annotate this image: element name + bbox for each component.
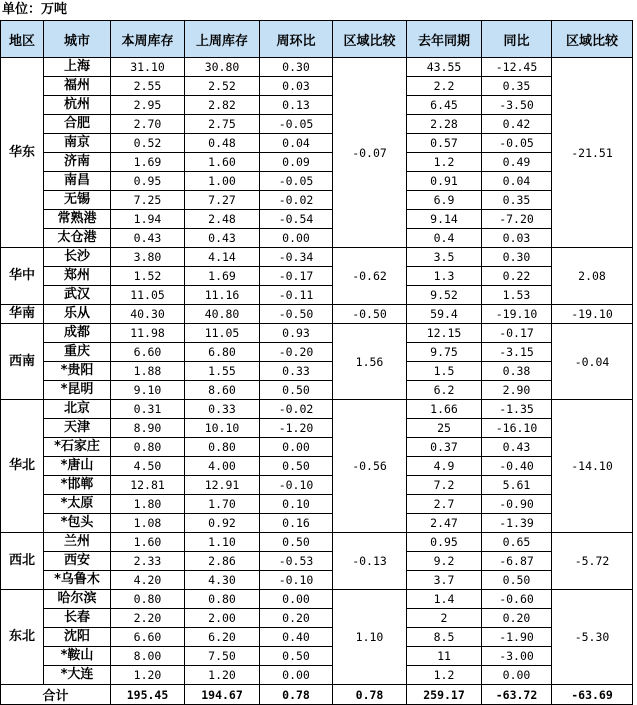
this-week-cell: 1.88 xyxy=(111,362,185,381)
yoy-cell: -0.60 xyxy=(482,590,552,609)
last-year-cell: 3.5 xyxy=(407,248,482,267)
last-week-cell: 1.70 xyxy=(185,495,260,514)
city-cell: 哈尔滨 xyxy=(44,590,111,609)
last-week-cell: 7.50 xyxy=(185,647,260,666)
this-week-cell: 1.69 xyxy=(111,153,185,172)
wow-cell: 0.50 xyxy=(260,647,333,666)
last-week-cell: 8.60 xyxy=(185,381,260,400)
wow-cell: 0.03 xyxy=(260,77,333,96)
table-row xyxy=(1,305,633,324)
this-week-cell: 11.05 xyxy=(111,286,185,305)
table-row xyxy=(1,267,633,286)
this-week-cell: 2.55 xyxy=(111,77,185,96)
table-row xyxy=(1,115,633,134)
last-week-cell: 12.91 xyxy=(185,476,260,495)
yoy-cell: -1.90 xyxy=(482,628,552,647)
yoy-cell: 0.42 xyxy=(482,115,552,134)
last-year-cell: 2 xyxy=(407,609,482,628)
yoy-cell: 1.53 xyxy=(482,286,552,305)
this-week-cell: 1.94 xyxy=(111,210,185,229)
this-week-cell: 6.60 xyxy=(111,628,185,647)
this-week-cell: 0.52 xyxy=(111,134,185,153)
total-region-wow: 0.78 xyxy=(333,685,407,705)
wow-cell: 0.30 xyxy=(260,58,333,77)
last-year-cell: 0.95 xyxy=(407,533,482,552)
wow-cell: 0.00 xyxy=(260,590,333,609)
city-cell: *石家庄 xyxy=(44,438,111,457)
region-cell: 华北 xyxy=(1,400,44,533)
wow-cell: 0.16 xyxy=(260,514,333,533)
last-week-cell: 7.27 xyxy=(185,191,260,210)
city-cell: *邯郸 xyxy=(44,476,111,495)
this-week-cell: 11.98 xyxy=(111,324,185,343)
table-row xyxy=(1,400,633,419)
table-row xyxy=(1,229,633,248)
wow-cell: -0.53 xyxy=(260,552,333,571)
table-row xyxy=(1,628,633,647)
city-cell: 南昌 xyxy=(44,172,111,191)
city-cell: *昆明 xyxy=(44,381,111,400)
city-cell: 郑州 xyxy=(44,267,111,286)
yoy-cell: 0.30 xyxy=(482,248,552,267)
region-wow-cell: -0.50 xyxy=(333,305,407,324)
region-yoy-cell: -19.10 xyxy=(552,305,633,324)
this-week-cell: 8.90 xyxy=(111,419,185,438)
last-year-cell: 43.55 xyxy=(407,58,482,77)
city-cell: 重庆 xyxy=(44,343,111,362)
city-cell: 太仓港 xyxy=(44,229,111,248)
table-row xyxy=(1,457,633,476)
city-cell: 沈阳 xyxy=(44,628,111,647)
last-week-cell: 1.69 xyxy=(185,267,260,286)
last-year-cell: 2.2 xyxy=(407,77,482,96)
yoy-cell: -7.20 xyxy=(482,210,552,229)
last-week-cell: 0.48 xyxy=(185,134,260,153)
wow-cell: 0.50 xyxy=(260,457,333,476)
this-week-cell: 0.43 xyxy=(111,229,185,248)
last-year-cell: 0.4 xyxy=(407,229,482,248)
city-cell: *太原 xyxy=(44,495,111,514)
last-week-cell: 40.80 xyxy=(185,305,260,324)
wow-cell: 0.93 xyxy=(260,324,333,343)
last-year-cell: 11 xyxy=(407,647,482,666)
last-year-cell: 6.9 xyxy=(407,191,482,210)
this-week-cell: 2.95 xyxy=(111,96,185,115)
table-row xyxy=(1,172,633,191)
table-row xyxy=(1,571,633,590)
city-cell: 南京 xyxy=(44,134,111,153)
yoy-cell: 0.49 xyxy=(482,153,552,172)
city-cell: *鞍山 xyxy=(44,647,111,666)
region-cell: 东北 xyxy=(1,590,44,685)
wow-cell: 0.50 xyxy=(260,533,333,552)
region-yoy-cell: 2.08 xyxy=(552,248,633,305)
yoy-cell: -19.10 xyxy=(482,305,552,324)
wow-cell: 0.10 xyxy=(260,495,333,514)
last-week-cell: 10.10 xyxy=(185,419,260,438)
table-row xyxy=(1,666,633,685)
yoy-cell: 2.90 xyxy=(482,381,552,400)
yoy-cell: 0.35 xyxy=(482,77,552,96)
this-week-cell: 9.10 xyxy=(111,381,185,400)
yoy-cell: -0.05 xyxy=(482,134,552,153)
wow-cell: 0.20 xyxy=(260,609,333,628)
city-cell: *唐山 xyxy=(44,457,111,476)
total-yoy: -63.72 xyxy=(482,685,552,705)
table-row xyxy=(1,191,633,210)
wow-cell: -0.05 xyxy=(260,172,333,191)
last-year-cell: 1.2 xyxy=(407,666,482,685)
region-wow-cell: -0.13 xyxy=(333,533,407,590)
header-row xyxy=(1,21,633,58)
last-year-cell: 0.91 xyxy=(407,172,482,191)
table-row xyxy=(1,609,633,628)
this-week-cell: 4.20 xyxy=(111,571,185,590)
table-row xyxy=(1,590,633,609)
wow-cell: -1.20 xyxy=(260,419,333,438)
wow-cell: -0.10 xyxy=(260,571,333,590)
last-week-cell: 11.05 xyxy=(185,324,260,343)
city-cell: *贵阳 xyxy=(44,362,111,381)
last-week-cell: 0.43 xyxy=(185,229,260,248)
unit-label: 单位：万吨 xyxy=(2,2,68,17)
table-row xyxy=(1,476,633,495)
total-wow: 0.78 xyxy=(260,685,333,705)
table-row xyxy=(1,419,633,438)
table-row xyxy=(1,58,633,77)
wow-cell: -0.17 xyxy=(260,267,333,286)
this-week-cell: 2.70 xyxy=(111,115,185,134)
region-yoy-cell: -5.72 xyxy=(552,533,633,590)
yoy-cell: 0.20 xyxy=(482,609,552,628)
city-cell: 北京 xyxy=(44,400,111,419)
table-row xyxy=(1,514,633,533)
table-row xyxy=(1,153,633,172)
yoy-cell: 0.65 xyxy=(482,533,552,552)
this-week-cell: 1.52 xyxy=(111,267,185,286)
yoy-cell: 0.43 xyxy=(482,438,552,457)
city-cell: 合肥 xyxy=(44,115,111,134)
wow-cell: 0.13 xyxy=(260,96,333,115)
last-week-cell: 1.10 xyxy=(185,533,260,552)
wow-cell: 0.33 xyxy=(260,362,333,381)
this-week-cell: 3.80 xyxy=(111,248,185,267)
table-row xyxy=(1,77,633,96)
yoy-cell: -3.15 xyxy=(482,343,552,362)
yoy-cell: -12.45 xyxy=(482,58,552,77)
yoy-cell: 0.00 xyxy=(482,666,552,685)
city-cell: 杭州 xyxy=(44,96,111,115)
table-row xyxy=(1,533,633,552)
yoy-cell: 0.04 xyxy=(482,172,552,191)
region-wow-cell: -0.62 xyxy=(333,248,407,305)
wow-cell: -0.11 xyxy=(260,286,333,305)
region-yoy-cell: -0.04 xyxy=(552,324,633,400)
wow-cell: -0.20 xyxy=(260,343,333,362)
last-week-cell: 1.60 xyxy=(185,153,260,172)
last-year-cell: 0.37 xyxy=(407,438,482,457)
last-week-cell: 6.80 xyxy=(185,343,260,362)
table-row xyxy=(1,286,633,305)
last-year-cell: 9.2 xyxy=(407,552,482,571)
wow-cell: -0.02 xyxy=(260,400,333,419)
yoy-cell: -16.10 xyxy=(482,419,552,438)
city-cell: *包头 xyxy=(44,514,111,533)
this-week-cell: 1.08 xyxy=(111,514,185,533)
wow-cell: -0.10 xyxy=(260,476,333,495)
yoy-cell: 0.38 xyxy=(482,362,552,381)
this-week-cell: 7.25 xyxy=(111,191,185,210)
wow-cell: -0.50 xyxy=(260,305,333,324)
last-year-cell: 1.2 xyxy=(407,153,482,172)
this-week-cell: 40.30 xyxy=(111,305,185,324)
wow-cell: 0.00 xyxy=(260,438,333,457)
this-week-cell: 2.20 xyxy=(111,609,185,628)
last-year-cell: 0.57 xyxy=(407,134,482,153)
this-week-cell: 1.60 xyxy=(111,533,185,552)
total-last-year: 259.17 xyxy=(407,685,482,705)
this-week-cell: 12.81 xyxy=(111,476,185,495)
yoy-cell: -3.50 xyxy=(482,96,552,115)
header-this-week: 本周库存 xyxy=(111,21,185,58)
wow-cell: -0.05 xyxy=(260,115,333,134)
table-row xyxy=(1,248,633,267)
yoy-cell: -0.17 xyxy=(482,324,552,343)
yoy-cell: -3.00 xyxy=(482,647,552,666)
table-body xyxy=(1,58,633,685)
region-cell: 西南 xyxy=(1,324,44,400)
last-week-cell: 4.14 xyxy=(185,248,260,267)
region-wow-cell: -0.56 xyxy=(333,400,407,533)
header-yoy: 同比 xyxy=(482,21,552,58)
last-year-cell: 9.14 xyxy=(407,210,482,229)
last-week-cell: 4.30 xyxy=(185,571,260,590)
this-week-cell: 0.95 xyxy=(111,172,185,191)
last-week-cell: 4.00 xyxy=(185,457,260,476)
this-week-cell: 0.31 xyxy=(111,400,185,419)
last-week-cell: 2.82 xyxy=(185,96,260,115)
last-year-cell: 2.28 xyxy=(407,115,482,134)
table-row xyxy=(1,210,633,229)
region-wow-cell: 1.10 xyxy=(333,590,407,685)
last-year-cell: 9.75 xyxy=(407,343,482,362)
last-year-cell: 1.4 xyxy=(407,590,482,609)
last-year-cell: 1.5 xyxy=(407,362,482,381)
city-cell: 无锡 xyxy=(44,191,111,210)
region-wow-cell: 1.56 xyxy=(333,324,407,400)
table-row xyxy=(1,96,633,115)
header-last-year: 去年同期 xyxy=(407,21,482,58)
wow-cell: -0.34 xyxy=(260,248,333,267)
header-region-yoy: 区域比较 xyxy=(552,21,633,58)
this-week-cell: 1.20 xyxy=(111,666,185,685)
yoy-cell: 0.03 xyxy=(482,229,552,248)
yoy-cell: -1.35 xyxy=(482,400,552,419)
header-city: 城市 xyxy=(44,21,111,58)
city-cell: 乐从 xyxy=(44,305,111,324)
wow-cell: 0.00 xyxy=(260,666,333,685)
header-region: 地区 xyxy=(1,21,44,58)
last-year-cell: 25 xyxy=(407,419,482,438)
total-last-week: 194.67 xyxy=(185,685,260,705)
last-week-cell: 1.00 xyxy=(185,172,260,191)
wow-cell: -0.54 xyxy=(260,210,333,229)
yoy-cell: -1.39 xyxy=(482,514,552,533)
city-cell: 福州 xyxy=(44,77,111,96)
city-cell: *大连 xyxy=(44,666,111,685)
last-year-cell: 1.66 xyxy=(407,400,482,419)
wow-cell: 0.50 xyxy=(260,381,333,400)
table-row xyxy=(1,362,633,381)
wow-cell: 0.40 xyxy=(260,628,333,647)
last-week-cell: 2.48 xyxy=(185,210,260,229)
wow-cell: 0.00 xyxy=(260,229,333,248)
region-wow-cell: -0.07 xyxy=(333,58,407,248)
total-row xyxy=(1,685,633,705)
last-year-cell: 12.15 xyxy=(407,324,482,343)
yoy-cell: -0.90 xyxy=(482,495,552,514)
last-year-cell: 9.52 xyxy=(407,286,482,305)
table-row xyxy=(1,134,633,153)
last-week-cell: 0.80 xyxy=(185,590,260,609)
yoy-cell: 0.50 xyxy=(482,571,552,590)
last-year-cell: 7.2 xyxy=(407,476,482,495)
header-wow: 周环比 xyxy=(260,21,333,58)
last-year-cell: 3.7 xyxy=(407,571,482,590)
last-year-cell: 8.5 xyxy=(407,628,482,647)
city-cell: 长春 xyxy=(44,609,111,628)
city-cell: 长沙 xyxy=(44,248,111,267)
this-week-cell: 6.60 xyxy=(111,343,185,362)
total-label: 合计 xyxy=(1,685,111,705)
last-year-cell: 59.4 xyxy=(407,305,482,324)
last-week-cell: 1.20 xyxy=(185,666,260,685)
yoy-cell: 0.35 xyxy=(482,191,552,210)
last-week-cell: 2.52 xyxy=(185,77,260,96)
total-region-yoy: -63.69 xyxy=(552,685,633,705)
table-row xyxy=(1,495,633,514)
header-last-week: 上周库存 xyxy=(185,21,260,58)
yoy-cell: 5.61 xyxy=(482,476,552,495)
last-week-cell: 0.33 xyxy=(185,400,260,419)
last-week-cell: 30.80 xyxy=(185,58,260,77)
this-week-cell: 0.80 xyxy=(111,438,185,457)
total-this-week: 195.45 xyxy=(111,685,185,705)
last-week-cell: 11.16 xyxy=(185,286,260,305)
city-cell: 天津 xyxy=(44,419,111,438)
this-week-cell: 2.33 xyxy=(111,552,185,571)
last-week-cell: 0.92 xyxy=(185,514,260,533)
wow-cell: -0.02 xyxy=(260,191,333,210)
last-week-cell: 1.55 xyxy=(185,362,260,381)
last-week-cell: 2.86 xyxy=(185,552,260,571)
this-week-cell: 0.80 xyxy=(111,590,185,609)
yoy-cell: -0.40 xyxy=(482,457,552,476)
yoy-cell: 0.22 xyxy=(482,267,552,286)
region-cell: 华中 xyxy=(1,248,44,305)
last-year-cell: 4.9 xyxy=(407,457,482,476)
this-week-cell: 1.80 xyxy=(111,495,185,514)
region-cell: 华南 xyxy=(1,305,44,324)
inventory-table xyxy=(0,20,633,705)
city-cell: 上海 xyxy=(44,58,111,77)
table-row xyxy=(1,381,633,400)
region-yoy-cell: -21.51 xyxy=(552,58,633,248)
city-cell: 武汉 xyxy=(44,286,111,305)
wow-cell: 0.04 xyxy=(260,134,333,153)
this-week-cell: 4.50 xyxy=(111,457,185,476)
last-year-cell: 6.45 xyxy=(407,96,482,115)
last-week-cell: 2.00 xyxy=(185,609,260,628)
table-row xyxy=(1,647,633,666)
last-week-cell: 0.80 xyxy=(185,438,260,457)
yoy-cell: -6.87 xyxy=(482,552,552,571)
city-cell: *乌鲁木 xyxy=(44,571,111,590)
city-cell: 成都 xyxy=(44,324,111,343)
city-cell: 西安 xyxy=(44,552,111,571)
last-year-cell: 6.2 xyxy=(407,381,482,400)
table-row xyxy=(1,324,633,343)
city-cell: 常熟港 xyxy=(44,210,111,229)
city-cell: 兰州 xyxy=(44,533,111,552)
last-year-cell: 2.47 xyxy=(407,514,482,533)
region-yoy-cell: -14.10 xyxy=(552,400,633,533)
city-cell: 济南 xyxy=(44,153,111,172)
region-cell: 西北 xyxy=(1,533,44,590)
this-week-cell: 8.00 xyxy=(111,647,185,666)
table-row xyxy=(1,438,633,457)
region-yoy-cell: -5.30 xyxy=(552,590,633,685)
this-week-cell: 31.10 xyxy=(111,58,185,77)
table-row xyxy=(1,552,633,571)
wow-cell: 0.09 xyxy=(260,153,333,172)
last-year-cell: 2.7 xyxy=(407,495,482,514)
table-row xyxy=(1,343,633,362)
last-year-cell: 1.3 xyxy=(407,267,482,286)
region-cell: 华东 xyxy=(1,58,44,248)
header-region-wow: 区域比较 xyxy=(333,21,407,58)
last-week-cell: 2.75 xyxy=(185,115,260,134)
last-week-cell: 6.20 xyxy=(185,628,260,647)
